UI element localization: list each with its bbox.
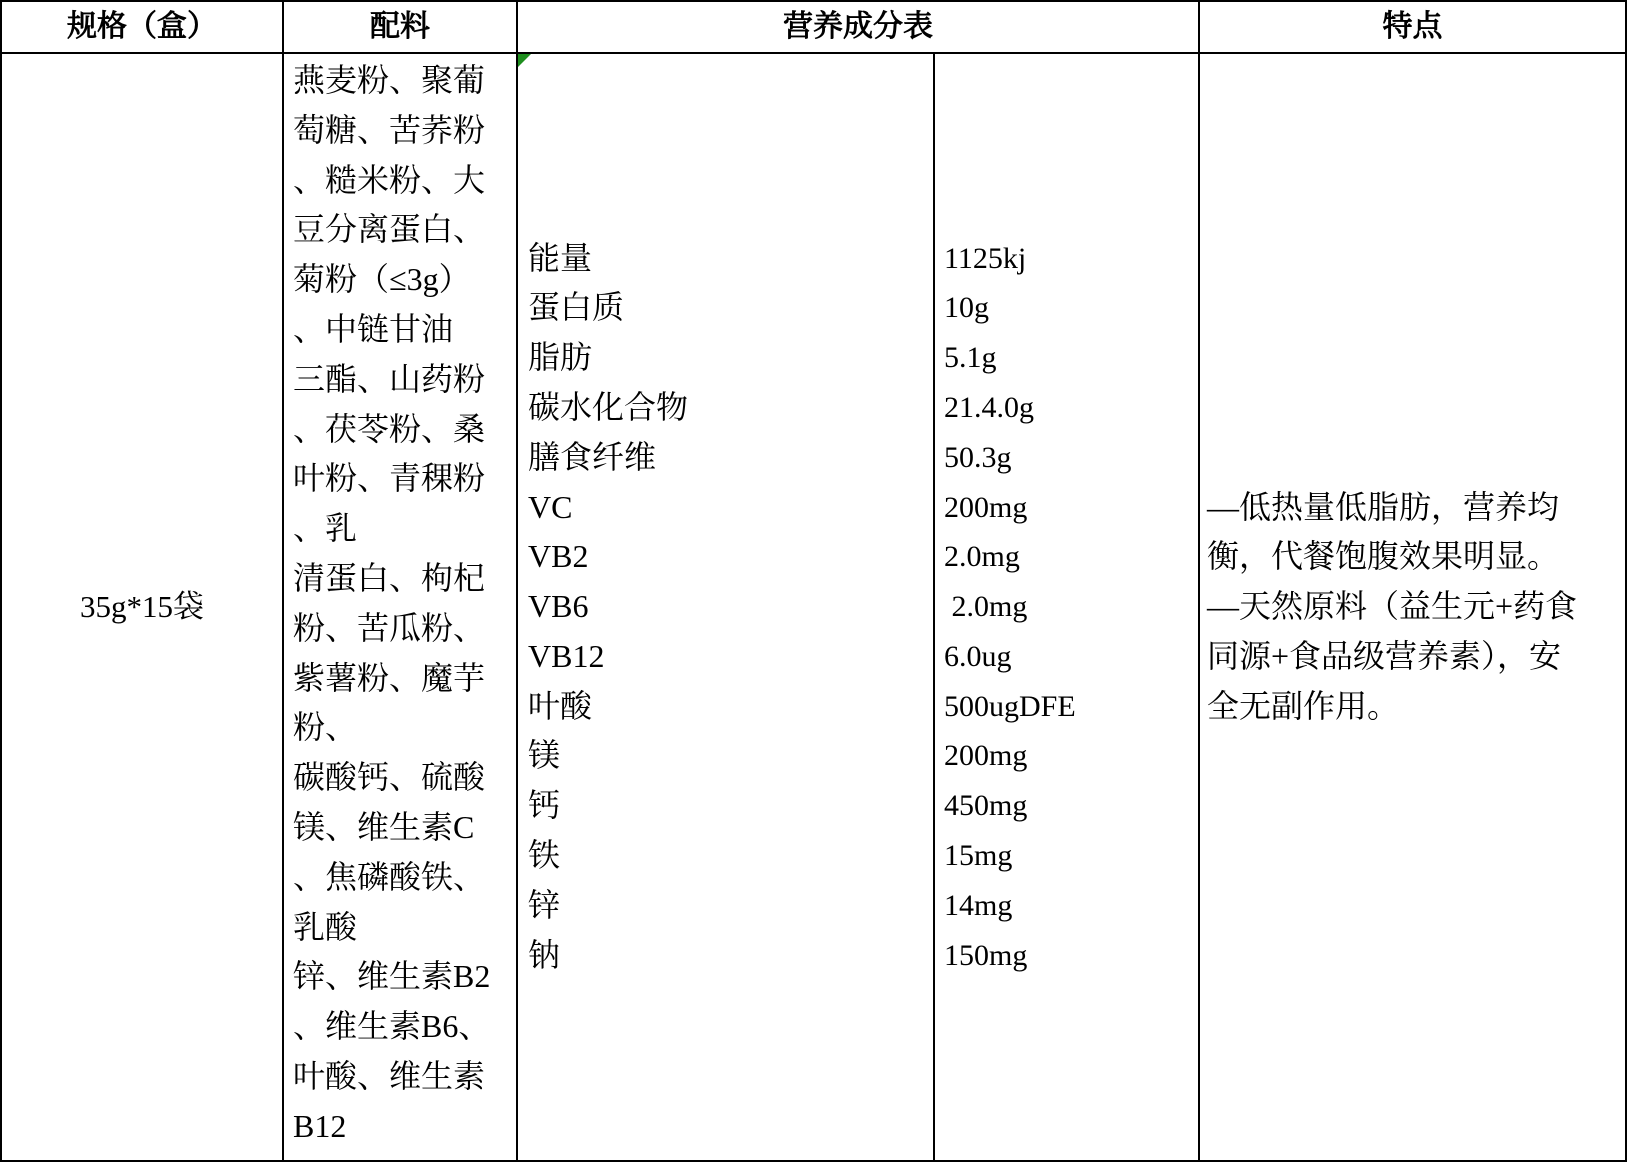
ingredients-line: 叶酸、维生素 bbox=[293, 1057, 486, 1094]
cell-indicator-triangle-icon bbox=[518, 54, 531, 67]
nutrition-values-cell bbox=[935, 54, 1200, 1162]
nutrient-value: 200mg bbox=[944, 739, 1028, 773]
nutrient-value: 50.3g bbox=[944, 440, 1012, 474]
ingredients-line: 粉、 bbox=[293, 709, 358, 746]
ingredients-line: 锌、维生素B2 bbox=[293, 958, 491, 995]
nutrient-name: 蛋白质 bbox=[528, 289, 625, 326]
nutrient-value: 1125kj bbox=[944, 241, 1027, 275]
nutrient-name: 锌 bbox=[528, 886, 561, 923]
features-line: —天然原料（益生元+药食 bbox=[1207, 588, 1578, 625]
spec-value: 35g*15袋 bbox=[80, 589, 204, 625]
ingredients-line: 叶粉、青稞粉 bbox=[293, 460, 486, 497]
nutrient-value: 450mg bbox=[944, 789, 1028, 823]
ingredients-line: 豆分离蛋白、 bbox=[293, 211, 486, 248]
header-nutrition: 营养成分表 bbox=[518, 2, 1200, 54]
nutrient-name: 钠 bbox=[528, 936, 561, 973]
ingredients-line: 、维生素B6、 bbox=[293, 1008, 491, 1045]
features-line: —低热量低脂肪，营养均 bbox=[1207, 488, 1560, 525]
nutrient-name: 钙 bbox=[528, 787, 561, 824]
ingredients-line: 菊粉（≤3g） bbox=[293, 261, 471, 298]
features-line: 全无副作用。 bbox=[1207, 687, 1400, 724]
nutrient-name: VB6 bbox=[528, 588, 589, 625]
nutrient-value: 200mg bbox=[944, 490, 1028, 524]
nutrient-value: 6.0ug bbox=[944, 639, 1012, 673]
ingredients-line: B12 bbox=[293, 1107, 347, 1144]
ingredients-line: 、中链甘油 bbox=[293, 310, 454, 347]
nutrient-value: 150mg bbox=[944, 938, 1028, 972]
nutrient-value: 500ugDFE bbox=[944, 689, 1076, 723]
header-spec: 规格（盒） bbox=[2, 2, 284, 54]
ingredients-line: 、乳 bbox=[293, 510, 358, 547]
ingredients-line: 、茯苓粉、桑 bbox=[293, 410, 486, 447]
ingredients-line: 、糙米粉、大 bbox=[293, 161, 486, 198]
nutrient-name: VB12 bbox=[528, 637, 605, 674]
spec-cell bbox=[2, 54, 284, 1162]
nutrient-name: 铁 bbox=[528, 837, 561, 874]
nutrient-value: 2.0mg bbox=[944, 590, 1028, 624]
ingredients-line: 燕麦粉、聚葡 bbox=[293, 62, 486, 98]
nutrient-name: 脂肪 bbox=[528, 339, 593, 376]
nutrient-name: 碳水化合物 bbox=[528, 388, 689, 425]
nutrient-name: VB2 bbox=[528, 538, 589, 575]
nutrient-name: VC bbox=[528, 488, 573, 525]
features-cell bbox=[1200, 54, 1627, 1162]
features-line: 同源+食品级营养素），安 bbox=[1207, 637, 1562, 674]
nutrient-name: 膳食纤维 bbox=[528, 438, 657, 475]
ingredients-line: 乳酸 bbox=[293, 908, 358, 945]
ingredients-line: 三酯、山药粉 bbox=[293, 360, 486, 397]
nutrient-name: 能量 bbox=[528, 239, 593, 276]
nutrient-name: 镁 bbox=[528, 737, 561, 774]
header-features: 特点 bbox=[1200, 2, 1627, 54]
nutrition-names-cell bbox=[518, 54, 935, 1162]
nutrient-name: 叶酸 bbox=[528, 687, 593, 724]
nutrient-value: 14mg bbox=[944, 888, 1013, 922]
ingredients-line: 紫薯粉、魔芋 bbox=[293, 659, 486, 696]
header-ingredients: 配料 bbox=[284, 2, 518, 54]
nutrient-value: 21.4.0g bbox=[944, 390, 1034, 424]
ingredients-line: 清蛋白、枸杞 bbox=[293, 559, 486, 596]
ingredients-line: 碳酸钙、硫酸 bbox=[293, 759, 486, 796]
nutrient-value: 2.0mg bbox=[944, 540, 1020, 574]
ingredients-cell bbox=[284, 54, 518, 1162]
features-line: 衡，代餐饱腹效果明显。 bbox=[1207, 538, 1560, 575]
ingredients-line: 萄糖、苦荞粉 bbox=[293, 111, 486, 148]
nutrient-value: 5.1g bbox=[944, 341, 997, 375]
nutrient-value: 15mg bbox=[944, 839, 1013, 873]
ingredients-line: 镁、维生素C bbox=[293, 808, 475, 845]
nutrient-value: 10g bbox=[944, 291, 989, 325]
ingredients-line: 、焦磷酸铁、 bbox=[293, 858, 486, 895]
ingredients-line: 粉、苦瓜粉、 bbox=[293, 609, 486, 646]
